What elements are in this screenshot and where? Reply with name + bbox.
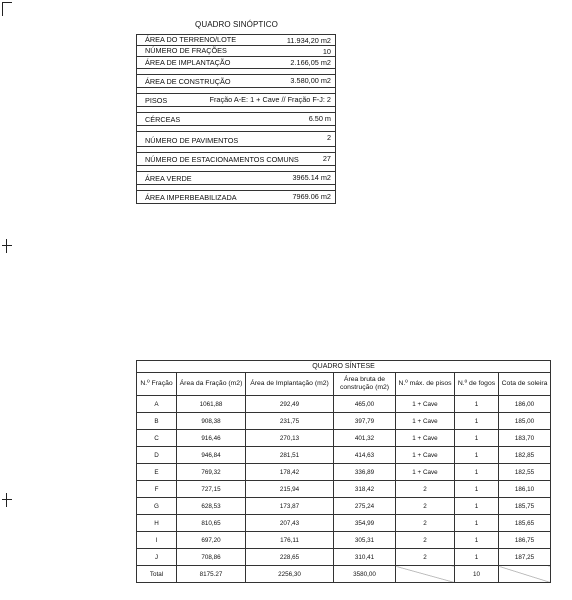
table-cell: 1 xyxy=(455,498,499,515)
table-cell: 228,65 xyxy=(246,549,334,566)
table-cell: 1 + Cave xyxy=(396,413,455,430)
table-cell: 2 xyxy=(396,481,455,498)
table-cell: 173,87 xyxy=(246,498,334,515)
synthesis-table xyxy=(136,360,551,583)
table-cell: 270,13 xyxy=(246,430,334,447)
table-row xyxy=(137,532,551,549)
table-cell: 1 + Cave xyxy=(396,464,455,481)
column-header: Área de Implantação (m2) xyxy=(246,373,334,396)
synoptic-title: QUADRO SINÓPTICO xyxy=(195,20,278,29)
table-row xyxy=(137,464,551,481)
table-cell: 1 xyxy=(455,515,499,532)
synoptic-value: 3965.14 m2 xyxy=(292,173,331,182)
synoptic-value: 10 xyxy=(322,47,331,56)
table-cell: 186,00 xyxy=(499,396,551,413)
table-cell: F xyxy=(137,481,177,498)
table-row xyxy=(137,396,551,413)
column-header: Cota de soleira xyxy=(499,373,551,396)
table-cell: 1 xyxy=(455,430,499,447)
table-cell: 2 xyxy=(396,549,455,566)
table-cell: 182,55 xyxy=(499,464,551,481)
synoptic-label: ÁREA DE CONSTRUÇÃO xyxy=(145,77,231,86)
table-cell: 1 + Cave xyxy=(396,396,455,413)
table-cell: 1061,88 xyxy=(177,396,246,413)
synoptic-row xyxy=(136,74,336,88)
table-cell: 186,75 xyxy=(499,532,551,549)
synoptic-value: 27 xyxy=(322,154,331,163)
crosshair-mark-icon xyxy=(2,493,12,507)
table-cell: 281,51 xyxy=(246,447,334,464)
table-cell: 336,89 xyxy=(334,464,396,481)
total-cell: 10 xyxy=(455,566,499,583)
table-cell: 2 xyxy=(396,532,455,549)
column-header: Área bruta de construção (m2) xyxy=(334,373,396,396)
table-cell: 185,00 xyxy=(499,413,551,430)
synoptic-row xyxy=(136,131,336,147)
table-cell: 186,10 xyxy=(499,481,551,498)
table-cell: 275,24 xyxy=(334,498,396,515)
synoptic-value: 6.50 m xyxy=(308,114,331,123)
table-cell: J xyxy=(137,549,177,566)
column-header: N.º de fogos xyxy=(455,373,499,396)
table-cell: 1 xyxy=(455,481,499,498)
synthesis-title: QUADRO SÍNTESE xyxy=(137,361,551,373)
synoptic-row xyxy=(136,93,336,107)
table-cell: 916,46 xyxy=(177,430,246,447)
table-cell: 176,11 xyxy=(246,532,334,549)
table-row xyxy=(137,498,551,515)
synoptic-row xyxy=(136,152,336,166)
total-cell: Total xyxy=(137,566,177,583)
table-cell: 185,75 xyxy=(499,498,551,515)
table-cell: 708,86 xyxy=(177,549,246,566)
table-cell: 697,20 xyxy=(177,532,246,549)
table-cell: 182,85 xyxy=(499,447,551,464)
table-cell: 231,75 xyxy=(246,413,334,430)
total-cell: 3580,00 xyxy=(334,566,396,583)
synoptic-label: ÁREA VERDE xyxy=(145,174,192,183)
synoptic-value: 11.934,20 m2 xyxy=(286,36,331,45)
table-cell: B xyxy=(137,413,177,430)
total-cell xyxy=(396,566,455,583)
synoptic-value: 2.166,05 m2 xyxy=(290,58,331,67)
synoptic-row xyxy=(136,112,336,126)
table-row xyxy=(137,515,551,532)
table-row xyxy=(137,430,551,447)
table-row xyxy=(137,413,551,430)
total-cell: 2256,30 xyxy=(246,566,334,583)
table-cell: 1 + Cave xyxy=(396,430,455,447)
table-cell: 1 xyxy=(455,413,499,430)
table-cell: 185,65 xyxy=(499,515,551,532)
table-cell: 2 xyxy=(396,498,455,515)
table-cell: 908,38 xyxy=(177,413,246,430)
table-cell: 187,25 xyxy=(499,549,551,566)
table-cell: 397,79 xyxy=(334,413,396,430)
table-cell: 1 xyxy=(455,549,499,566)
table-row xyxy=(137,447,551,464)
table-row xyxy=(137,481,551,498)
table-cell: 1 xyxy=(455,464,499,481)
table-cell: 1 xyxy=(455,532,499,549)
synoptic-value: 3.580,00 m2 xyxy=(290,76,331,85)
synoptic-label: CÉRCEAS xyxy=(145,115,181,124)
synoptic-row xyxy=(136,56,336,69)
table-cell: 465,00 xyxy=(334,396,396,413)
synoptic-value: Fração A-E: 1 + Cave // Fração F-J: 2 xyxy=(209,95,331,104)
table-cell: G xyxy=(137,498,177,515)
table-cell: 1 xyxy=(455,396,499,413)
total-row xyxy=(137,566,551,583)
table-cell: 810,65 xyxy=(177,515,246,532)
total-cell xyxy=(499,566,551,583)
table-cell: H xyxy=(137,515,177,532)
table-cell: 183,70 xyxy=(499,430,551,447)
table-cell: 414,63 xyxy=(334,447,396,464)
column-header: N.º máx. de pisos xyxy=(396,373,455,396)
synoptic-label: ÁREA DO TERRENO/LOTE xyxy=(145,35,237,44)
table-cell: 1 xyxy=(455,447,499,464)
synoptic-label: NÚMERO DE PAVIMENTOS xyxy=(145,136,239,145)
column-header: Área da Fração (m2) xyxy=(177,373,246,396)
synoptic-table xyxy=(136,35,336,204)
table-cell: 354,99 xyxy=(334,515,396,532)
table-cell: 401,32 xyxy=(334,430,396,447)
total-cell: 8175.27 xyxy=(177,566,246,583)
table-cell: 2 xyxy=(396,515,455,532)
table-cell: 727,15 xyxy=(177,481,246,498)
synoptic-label: PISOS xyxy=(145,96,168,105)
table-cell: E xyxy=(137,464,177,481)
table-cell: 769,32 xyxy=(177,464,246,481)
synoptic-row xyxy=(136,190,336,204)
table-cell: I xyxy=(137,532,177,549)
synoptic-value: 2 xyxy=(326,133,331,142)
synoptic-row xyxy=(136,171,336,185)
table-cell: 318,42 xyxy=(334,481,396,498)
synoptic-label: NÚMERO DE ESTACIONAMENTOS COMUNS xyxy=(145,155,299,164)
table-cell: 292,49 xyxy=(246,396,334,413)
synoptic-label: NÚMERO DE FRAÇÕES xyxy=(145,46,227,55)
table-cell: 946,84 xyxy=(177,447,246,464)
table-row xyxy=(137,549,551,566)
table-cell: C xyxy=(137,430,177,447)
corner-mark-icon xyxy=(2,2,12,16)
table-cell: 207,43 xyxy=(246,515,334,532)
crosshair-mark-icon xyxy=(2,239,12,253)
table-cell: A xyxy=(137,396,177,413)
synoptic-label: ÁREA DE IMPLANTAÇÃO xyxy=(145,58,231,67)
table-cell: 305,31 xyxy=(334,532,396,549)
table-cell: 628,53 xyxy=(177,498,246,515)
column-header: N.º Fração xyxy=(137,373,177,396)
table-cell: 215,94 xyxy=(246,481,334,498)
table-cell: 178,42 xyxy=(246,464,334,481)
table-cell: 1 + Cave xyxy=(396,447,455,464)
table-cell: 310,41 xyxy=(334,549,396,566)
synoptic-label: ÁREA IMPERBEABILIZADA xyxy=(145,193,237,202)
table-cell: D xyxy=(137,447,177,464)
synoptic-value: 7969.06 m2 xyxy=(292,192,331,201)
